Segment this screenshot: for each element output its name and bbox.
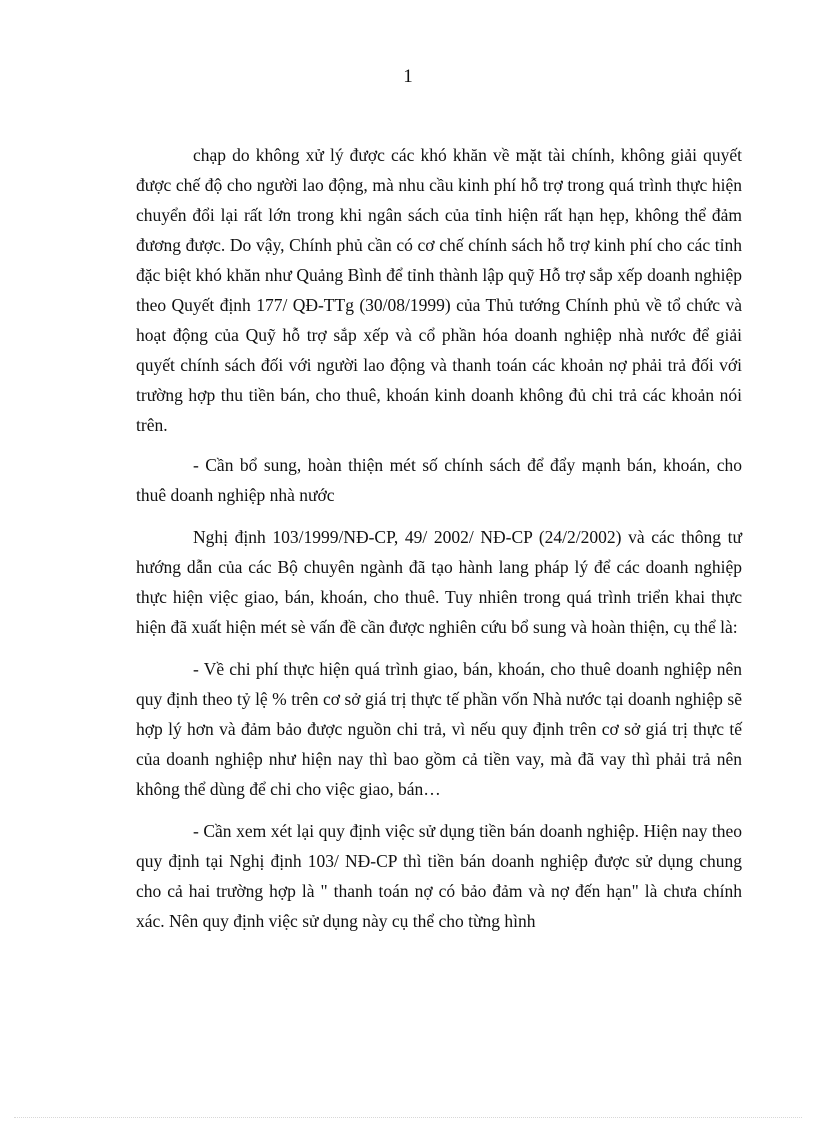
paragraph-policy-supplement: - Cần bổ sung, hoàn thiện mét số chính sách để đẩy mạnh bán, khoán, cho thuê doanh nghiệp nhà nước xyxy=(136,455,742,505)
paragraph-decree-overview: Nghị định 103/1999/NĐ-CP, 49/ 2002/ NĐ-CP (24/2/2002) và các thông tư hướng dẫn của các Bộ chuyên ngành đã tạo hành lang pháp lý để các doanh nghiệp thực hiện việc giao, bán, khoán, cho thuê. Tuy nhiên trong quá trình triển khai thực hiện đã xuất hiện mét sè vấn đề cần được nghiên cứu bổ sung và hoàn thiện, cụ thể là: xyxy=(136,527,742,637)
document-body xyxy=(136,140,742,936)
paragraph-sale-proceeds: - Cần xem xét lại quy định việc sử dụng tiền bán doanh nghiệp. Hiện nay theo quy định tại Nghị định 103/ NĐ-CP thì tiền bán doanh nghiệp được sử dụng chung cho cả hai trường hợp là " thanh toán nợ có bảo đảm và nợ đến hạn" là chưa chính xác. Nên quy định việc sử dụng này cụ thể cho từng hình xyxy=(136,821,742,931)
page-bottom-divider xyxy=(14,1117,802,1118)
paragraph-cost-regulation: - Về chi phí thực hiện quá trình giao, bán, khoán, cho thuê doanh nghiệp nên quy định theo tỷ lệ % trên cơ sở giá trị thực tế phần vốn Nhà nước tại doanh nghiệp sẽ hợp lý hơn và đảm bảo được nguồn chi trả, vì nếu quy định trên cơ sở giá trị thực tế của doanh nghiệp như hiện nay thì bao gồm cả tiền vay, mà đã vay thì phải trả nên không thể dùng để chi cho việc giao, bán… xyxy=(136,659,742,799)
paragraph-financial-support: chạp do không xử lý được các khó khăn về mặt tài chính, không giải quyết được chế độ cho người lao động, mà nhu cầu kinh phí hỗ trợ trong quá trình thực hiện chuyển đổi lại rất lớn trong khi ngân sách của tỉnh hiện rất hạn hẹp, không thể đảm đương được. Do vậy, Chính phủ cần có cơ chế chính sách hỗ trợ kinh phí cho các tỉnh đặc biệt khó khăn như Quảng Bình để tỉnh thành lập quỹ Hỗ trợ sắp xếp doanh nghiệp theo Quyết định 177/ QĐ-TTg (30/08/1999) của Thủ tướng Chính phủ về tổ chức và hoạt động của Quỹ hỗ trợ sắp xếp và cổ phần hóa doanh nghiệp nhà nước để giải quyết chính sách đối với người lao động và thanh toán các khoản nợ phải trả đối với trường hợp thu tiền bán, cho thuê, khoán kinh doanh không đủ chi trả các khoản nói trên. xyxy=(136,145,742,435)
page-number: 1 xyxy=(403,66,413,87)
